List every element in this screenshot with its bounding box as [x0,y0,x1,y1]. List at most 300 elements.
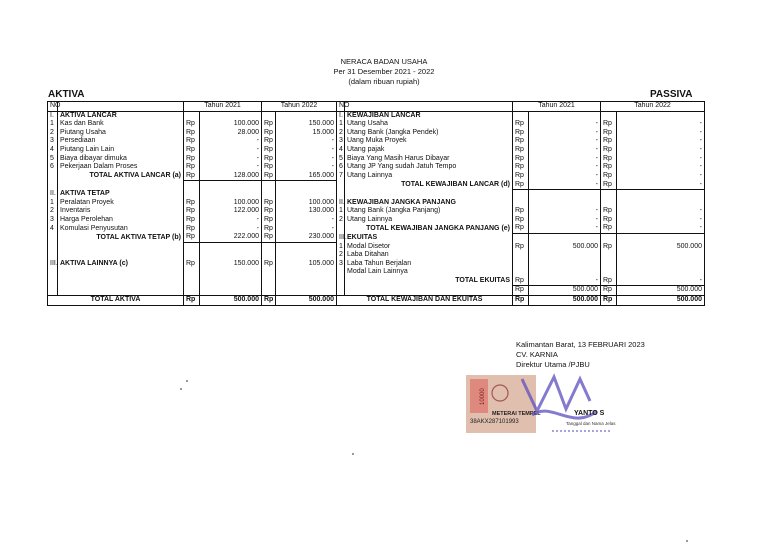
signature-company: CV. KARNIA [516,350,558,359]
left-account [58,251,184,260]
aktiva-title: AKTIVA [48,89,85,100]
left-2021-currency: Rp [184,216,200,225]
col-tahun2022-right: Tahun 2022 [601,102,705,112]
left-2021-currency: Rp [184,260,200,269]
right-2021-currency: Rp [513,146,529,155]
right-2021-currency: Rp [513,120,529,129]
right-2021-currency: Rp [513,181,529,190]
right-2022-value: 500.000 [617,286,705,296]
table-row [48,233,705,242]
left-2021-value: 28.000 [200,129,262,138]
left-2021-currency: Rp [184,129,200,138]
col-blank-left [58,102,184,112]
right-2021-currency [513,111,529,120]
left-2022-value: 150.000 [276,120,337,129]
right-2022-currency [601,199,617,208]
left-2021-value: 122.000 [200,207,262,216]
right-2021-value: - [529,146,601,155]
left-2021-currency [184,251,200,260]
right-2021-currency [513,199,529,208]
left-no: 3 [48,137,58,146]
right-no: 2 [337,216,345,225]
right-account: Laba Tahun Berjalan [345,260,513,269]
left-no: 1 [48,199,58,208]
right-no: 2 [337,129,345,138]
right-account: Biaya Yang Masih Harus Dibayar [345,155,513,164]
left-account: Piutang Lain Lain [58,146,184,155]
right-2021-value [529,251,601,260]
table-row [48,260,705,269]
right-account: Laba Ditahan [345,251,513,260]
right-2022-currency: Rp [601,181,617,190]
total-aktiva-2022: 500.000 [276,296,337,306]
table-header-row [48,102,705,112]
left-account: TOTAL AKTIVA TETAP (b) [58,233,184,242]
left-2021-value: 222.000 [200,233,262,242]
right-2021-value: - [529,216,601,225]
left-2022-currency [262,181,276,190]
left-2021-currency: Rp [184,207,200,216]
left-2022-currency [262,251,276,260]
left-2022-value: - [276,155,337,164]
right-2022-value: - [617,155,705,164]
left-2022-currency: Rp [262,137,276,146]
right-2021-value: - [529,163,601,172]
left-2021-value [200,190,262,199]
total-passiva-2021: 500.000 [529,296,601,306]
scan-speck [352,453,354,455]
left-2021-value: 100.000 [200,120,262,129]
right-2022-currency [601,251,617,260]
left-2021-value [200,181,262,190]
right-account [345,190,513,199]
left-2021-value [200,243,262,252]
total-passiva-2021-cur: Rp [513,296,529,306]
scan-speck [186,380,188,382]
table-row [48,216,705,225]
signer-name: YANTO S [574,410,605,417]
left-no [48,172,58,181]
left-account: Piutang Usaha [58,129,184,138]
right-2022-currency: Rp [601,243,617,252]
right-2022-value [617,199,705,208]
right-2022-value [617,260,705,269]
right-2022-value: 500.000 [617,243,705,252]
table-row [48,207,705,216]
right-2022-value: - [617,181,705,190]
table-row [48,251,705,260]
right-2021-value: - [529,129,601,138]
right-2021-currency: Rp [513,172,529,181]
left-2021-value [200,277,262,286]
right-no: 1 [337,120,345,129]
right-account: TOTAL KEWAJIBAN LANCAR (d) [345,181,513,190]
left-2021-currency [184,277,200,286]
left-2021-value: 150.000 [200,260,262,269]
right-2022-value: - [617,120,705,129]
left-account: Peralatan Proyek [58,199,184,208]
left-2021-currency: Rp [184,172,200,181]
left-no [48,268,58,277]
right-2021-currency [513,260,529,269]
left-account: AKTIVA TETAP [58,190,184,199]
left-account [58,181,184,190]
right-2022-value: - [617,163,705,172]
table-row [48,137,705,146]
right-2022-currency [601,233,617,242]
right-2022-value: - [617,172,705,181]
left-2021-value: 128.000 [200,172,262,181]
left-2022-value: 230.000 [276,233,337,242]
right-no: I. [337,111,345,120]
right-no [337,181,345,190]
left-2022-currency: Rp [262,207,276,216]
left-2021-value: 100.000 [200,199,262,208]
right-account: Uang Muka Proyek [345,137,513,146]
right-2022-value: - [617,129,705,138]
right-account: Utang Bank (Jangka Panjang) [345,207,513,216]
right-2021-value: - [529,137,601,146]
table-row [48,199,705,208]
table-row [48,224,705,233]
signature-caption: Tanggal dan Nama Jelas [566,421,616,426]
table-row [48,268,705,277]
table-row [48,181,705,190]
left-no: 2 [48,207,58,216]
left-no [48,251,58,260]
right-2021-value [529,199,601,208]
right-account: Utang Lainnya [345,172,513,181]
right-no: 1 [337,243,345,252]
table-row [48,155,705,164]
right-2022-currency: Rp [601,129,617,138]
table-body [48,111,705,295]
left-no [48,286,58,296]
right-2021-currency: Rp [513,286,529,296]
col-tahun2022-left: Tahun 2022 [262,102,337,112]
left-2022-value [276,286,337,296]
signature-place-date: Kalimantan Barat, 13 FEBRUARI 2023 [516,340,645,349]
right-2022-value: - [617,146,705,155]
right-no [337,277,345,286]
right-2022-currency [601,260,617,269]
left-2021-value: - [200,216,262,225]
left-account: Biaya dibayar dimuka [58,155,184,164]
right-no: 5 [337,155,345,164]
right-account: Utang JP Yang sudah Jatuh Tempo [345,163,513,172]
right-2022-currency [601,111,617,120]
left-account [58,268,184,277]
left-account: Kas dan Bank [58,120,184,129]
right-2022-currency [601,268,617,277]
left-2021-currency: Rp [184,137,200,146]
right-2021-value: - [529,277,601,286]
left-2022-value: 100.000 [276,199,337,208]
right-2022-currency: Rp [601,224,617,233]
left-2021-currency: Rp [184,163,200,172]
left-2022-currency [262,286,276,296]
left-2022-value: 130.000 [276,207,337,216]
table-row [48,146,705,155]
left-no: III. [48,260,58,269]
signature-role: Direktur Utama /PJBU [516,360,590,369]
table-row [48,277,705,286]
left-no [48,181,58,190]
left-2022-value: 105.000 [276,260,337,269]
left-no [48,233,58,242]
left-2021-currency [184,111,200,120]
right-account: Modal Disetor [345,243,513,252]
left-no: 5 [48,155,58,164]
left-account [58,286,184,296]
col-tahun2021-left: Tahun 2021 [184,102,262,112]
right-2021-currency: Rp [513,207,529,216]
right-2021-value: - [529,181,601,190]
left-2021-value [200,251,262,260]
left-2022-value: - [276,137,337,146]
right-no [337,268,345,277]
left-2021-value: - [200,155,262,164]
left-2022-currency: Rp [262,120,276,129]
left-account [58,277,184,286]
right-2022-value: - [617,277,705,286]
right-2021-value: - [529,172,601,181]
right-2022-currency: Rp [601,120,617,129]
table-row [48,172,705,181]
left-2021-currency: Rp [184,120,200,129]
passiva-title: PASSIVA [650,89,693,100]
total-aktiva-2022-cur: Rp [262,296,276,306]
right-2022-value: - [617,224,705,233]
left-2022-currency: Rp [262,216,276,225]
right-2022-currency: Rp [601,286,617,296]
right-2022-currency: Rp [601,207,617,216]
right-2021-currency: Rp [513,163,529,172]
right-2021-value [529,260,601,269]
left-2022-currency: Rp [262,146,276,155]
right-2022-currency: Rp [601,172,617,181]
right-account: EKUITAS [345,233,513,242]
right-2022-currency: Rp [601,163,617,172]
left-2021-value: - [200,146,262,155]
right-2022-currency: Rp [601,216,617,225]
left-2022-currency: Rp [262,224,276,233]
left-no: 1 [48,120,58,129]
left-2022-currency: Rp [262,233,276,242]
left-2022-currency: Rp [262,260,276,269]
left-2022-currency [262,243,276,252]
scan-speck [686,540,688,542]
meterai-label: METERAI TEMPEL [492,411,541,417]
right-2021-currency [513,233,529,242]
right-2021-value: - [529,207,601,216]
right-2021-currency [513,251,529,260]
right-no: III. [337,233,345,242]
right-account: Utang Usaha [345,120,513,129]
left-2022-currency [262,277,276,286]
right-no: 1 [337,207,345,216]
left-2021-currency [184,190,200,199]
right-2022-currency: Rp [601,146,617,155]
table-row [48,129,705,138]
left-2021-value [200,111,262,120]
left-2021-currency [184,243,200,252]
left-account: Pekerjaan Dalam Proses [58,163,184,172]
right-account: TOTAL KEWAJIBAN JANGKA PANJANG (e) [345,224,513,233]
table-row [48,190,705,199]
left-account: Harga Perolehan [58,216,184,225]
left-account: Persediaan [58,137,184,146]
right-2022-value: - [617,207,705,216]
left-account: AKTIVA LAINNYA (c) [58,260,184,269]
left-2021-currency: Rp [184,199,200,208]
col-tahun2021-right: Tahun 2021 [513,102,601,112]
right-2021-currency: Rp [513,155,529,164]
right-2021-currency: Rp [513,216,529,225]
right-account [345,286,513,296]
left-2022-value [276,181,337,190]
left-no: II. [48,190,58,199]
right-account: Utang pajak [345,146,513,155]
right-2021-currency [513,268,529,277]
col-blank-right [345,102,513,112]
left-2022-value: - [276,216,337,225]
right-2021-currency: Rp [513,129,529,138]
left-2021-currency [184,181,200,190]
right-account: Utang Lainnya [345,216,513,225]
right-no [337,286,345,296]
right-2022-value: - [617,137,705,146]
total-aktiva-label: TOTAL AKTIVA [48,296,184,306]
doc-unit: (dalam ribuan rupiah) [348,77,420,86]
right-2021-currency [513,190,529,199]
meterai-stamp-signature [462,371,632,441]
table-row [48,120,705,129]
table-row [48,163,705,172]
left-2021-currency: Rp [184,146,200,155]
left-2022-value: - [276,224,337,233]
right-no: 6 [337,163,345,172]
total-passiva-2022-cur: Rp [601,296,617,306]
right-account: KEWAJIBAN JANGKA PANJANG [345,199,513,208]
table-row [48,286,705,296]
left-no: 2 [48,129,58,138]
left-2022-value [276,268,337,277]
right-2022-currency: Rp [601,277,617,286]
left-2021-value: - [200,163,262,172]
left-2022-value [276,251,337,260]
doc-title: NERACA BADAN USAHA [340,57,428,66]
table-row [48,243,705,252]
right-2022-currency: Rp [601,155,617,164]
right-2021-value: 500.000 [529,243,601,252]
left-2021-value [200,286,262,296]
right-2021-value [529,268,601,277]
table-row [48,111,705,120]
left-2022-currency: Rp [262,172,276,181]
left-2021-value [200,268,262,277]
left-2022-currency: Rp [262,129,276,138]
right-2022-currency: Rp [601,137,617,146]
left-account: AKTIVA LANCAR [58,111,184,120]
right-2022-value [617,233,705,242]
total-passiva-2022: 500.000 [617,296,705,306]
right-2022-value [617,268,705,277]
scan-speck [180,388,182,390]
left-2021-value: - [200,224,262,233]
meterai-amount: 10000 [480,388,486,405]
left-account: Inventaris [58,207,184,216]
right-2021-currency: Rp [513,137,529,146]
left-2022-value: - [276,163,337,172]
right-no: 3 [337,260,345,269]
left-no: I. [48,111,58,120]
left-2022-currency [262,268,276,277]
right-no [337,224,345,233]
meterai-serial: 38AKX287101993 [470,419,519,425]
right-2021-currency: Rp [513,243,529,252]
left-2022-currency [262,190,276,199]
left-no [48,243,58,252]
right-no: 2 [337,251,345,260]
left-2021-currency: Rp [184,233,200,242]
left-2022-value [276,111,337,120]
balance-sheet-table [47,101,705,306]
left-2022-value [276,190,337,199]
left-2021-currency [184,286,200,296]
right-2022-value [617,111,705,120]
right-2022-value: - [617,216,705,225]
left-2022-currency [262,111,276,120]
total-passiva-label: TOTAL KEWAJIBAN DAN EKUITAS [337,296,513,306]
right-2021-currency: Rp [513,277,529,286]
left-account: Komulasi Penyusutan [58,224,184,233]
left-2022-value [276,277,337,286]
left-2022-value [276,243,337,252]
left-account [58,243,184,252]
left-2021-value: - [200,137,262,146]
left-no: 3 [48,216,58,225]
right-2021-value: - [529,224,601,233]
right-2021-value [529,111,601,120]
right-account: Utang Bank (Jangka Pendek) [345,129,513,138]
left-2022-currency: Rp [262,163,276,172]
right-2021-value [529,233,601,242]
col-no-left: NO [48,102,58,112]
right-no: 7 [337,172,345,181]
right-no: 3 [337,137,345,146]
grand-total-row [48,296,705,306]
left-no: 4 [48,224,58,233]
left-no: 6 [48,163,58,172]
left-no: 4 [48,146,58,155]
right-2021-value: 500.000 [529,286,601,296]
right-2021-value [529,190,601,199]
left-2022-value: 15.000 [276,129,337,138]
left-account: TOTAL AKTIVA LANCAR (a) [58,172,184,181]
right-account: KEWAJIBAN LANCAR [345,111,513,120]
right-2022-value [617,190,705,199]
right-2022-currency [601,190,617,199]
total-aktiva-2021: 500.000 [200,296,262,306]
col-no-right: NO [337,102,345,112]
right-no: II. [337,199,345,208]
left-2022-currency: Rp [262,155,276,164]
right-2021-currency: Rp [513,224,529,233]
right-account: TOTAL EKUITAS [345,277,513,286]
left-2022-currency: Rp [262,199,276,208]
left-2021-currency: Rp [184,155,200,164]
